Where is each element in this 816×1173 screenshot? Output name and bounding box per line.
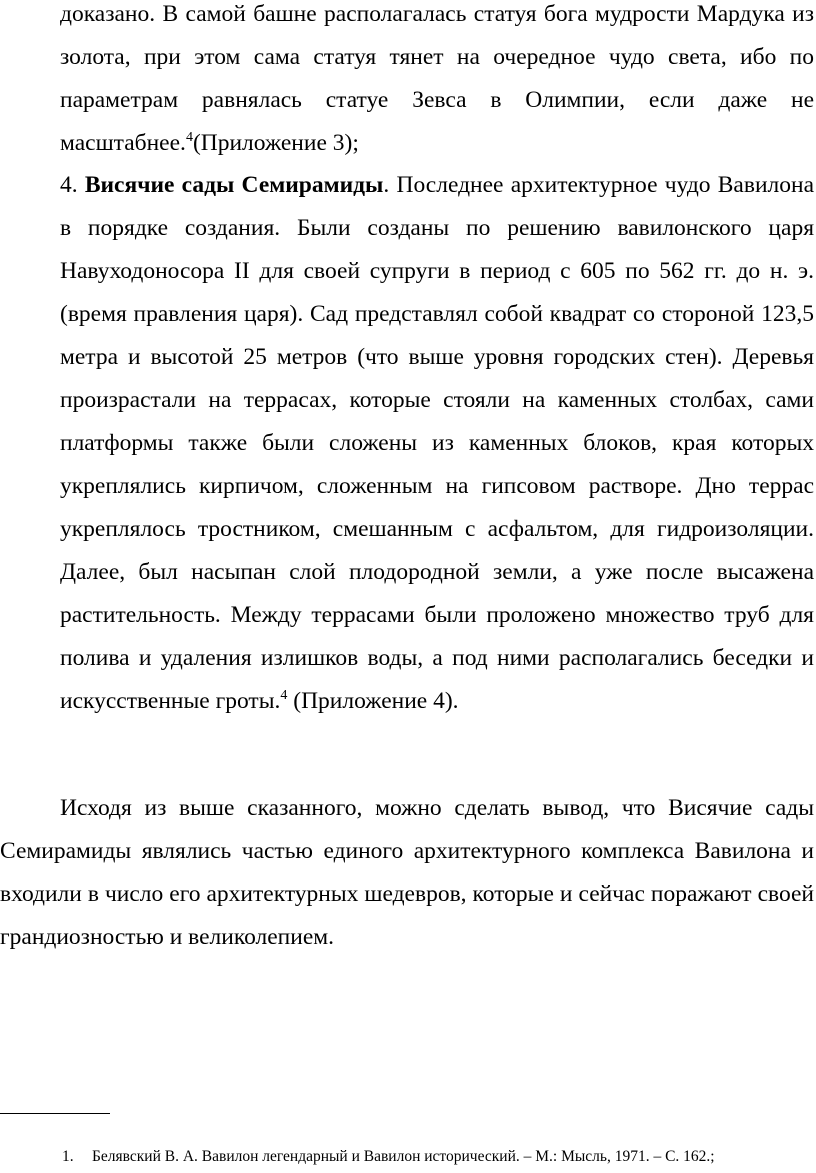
footnote-reference: 4 [280, 688, 288, 704]
footnote-separator [0, 1113, 110, 1114]
paragraph-text: . Последнее архитектурное чудо Вавилона в порядке создания. Были созданы по решению вавилонского царя Навуходоносора II для своей супруги в период с 605 по 562 гг. до н. э. (время правления царя). Сад представлял собой квадрат со стороной 123,5 метра и высотой 25 метров (что выше уровня городских стен). Деревья произрастали на террасах, которые стояли на каменных столбах, сами платформы также были сложены из каменных блоков, края которых укреплялись кирпичом, сложенным на гипсовом растворе. Дно террас укреплялось тростником, смешанным с асфальтом, для гидроизоляции. Далее, был насыпан слой плодородной земли, а уже после высажена растительность. Между террасами были проложено множество труб для полива и удаления излишков воды, а под ними располагались беседки и искусственные гроты. [60, 172, 814, 714]
section-title: Висячие сады Семирамиды [84, 172, 384, 198]
paragraph-hanging-gardens [60, 164, 814, 723]
list-number: 4. [60, 172, 78, 198]
paragraph-marduk-statue [60, 0, 814, 165]
footnote [62, 1147, 814, 1167]
conclusion-paragraph: Исходя из выше сказанного, можно сделать вывод, что Висячие сады Семирамиды являлись частью единого архитектурного комплекса Вавилона и входили в число его архитектурных шедевров, которые и сейчас поражают своей грандиозностью и великолепием. [0, 795, 814, 950]
footnote-reference: 4 [185, 130, 193, 146]
appendix-reference: (Приложение 4). [287, 688, 459, 714]
footnote-text: Белявский В. А. Вавилон легендарный и Вавилон исторический. – М.: Мысль, 1971. – С. 162.; [92, 1148, 715, 1165]
footnote-number: 1. [62, 1148, 74, 1165]
appendix-reference: (Приложение 3); [192, 130, 359, 156]
paragraph-text: доказано. В самой башне располагалась статуя бога мудрости Мардука из золота, при этом сама статуя тянет на очередное чудо света, ибо по параметрам равнялась статуе Зевса в Олимпии, если даже не масштабнее. [60, 1, 814, 156]
